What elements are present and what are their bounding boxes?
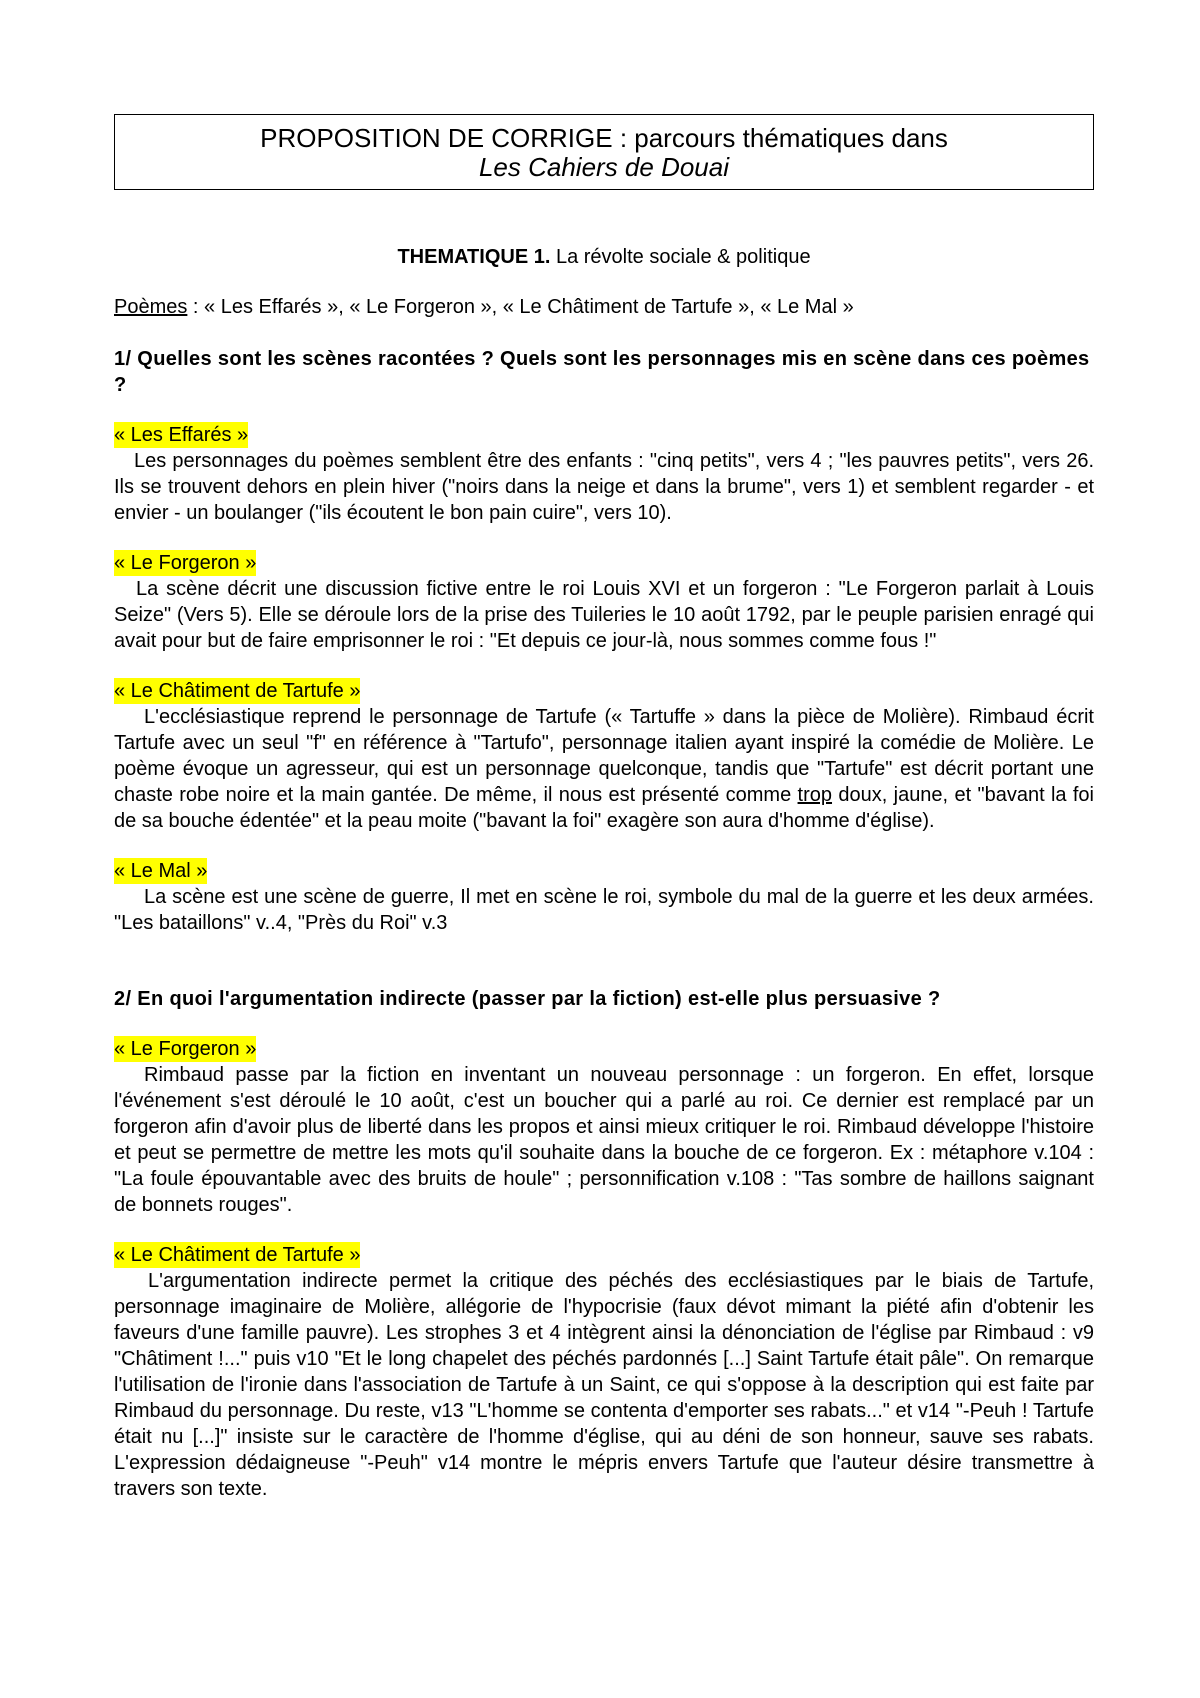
section-q2-forgeron <box>114 1012 1094 1218</box>
poemes-text: : « Les Effarés », « Le Forgeron », « Le Châtiment de Tartufe », « Le Mal » <box>187 296 854 318</box>
section-q1-mal <box>114 834 1094 936</box>
section-q1-forgeron <box>114 526 1094 654</box>
document-page <box>114 114 1094 1502</box>
title-line-2: Les Cahiers de Douai <box>478 152 730 182</box>
title-box <box>114 114 1094 190</box>
paragraph: L'argumentation indirecte permet la critique des péchés des ecclésiastiques par le biais de Tartufe, personnage imaginaire de Molière, allégorie de l'hypocrisie (faux dévot mimant la piété afin d'obtenir les faveurs d'une famille pauvre). Les strophes 3 et 4 intègrent ainsi la dénonciation de l'église par Rimbaud : v9 "Châtiment !..." puis v10 "Et le long chapelet des péchés pardonnés [...] Saint Tartufe était pâle". On remarque l'utilisation de l'ironie dans l'association de Tartufe à un Saint, ce qui s'oppose à la description qui est faite par Rimbaud du personnage. Du reste, v13 "L'homme se contenta d'emporter ses rabats..." et v14 "-Peuh ! Tartufe était nu [...]" insiste sur le caractère de l'homme d'église, qui au déni de son honneur, sauve ses rabats. L'expression dédaigneuse "-Peuh" v14 montre le mépris envers Tartufe que l'auteur désire transmettre à travers son texte. <box>114 1270 1094 1500</box>
section-label: « Le Mal » <box>114 860 208 882</box>
thematique-heading <box>114 244 1094 270</box>
thematique-text: La révolte sociale & politique <box>550 246 811 268</box>
section-label: « Le Châtiment de Tartufe » <box>114 680 361 702</box>
question-1: 1/ Quelles sont les scènes racontées ? Quels sont les personnages mis en scène dans ces poèmes ? <box>114 348 1090 396</box>
underlined-word: trop <box>797 784 833 806</box>
paragraph <box>114 704 1094 834</box>
paragraph: La scène décrit une discussion fictive entre le roi Louis XVI et un forgeron : "Le Forgeron parlait à Louis Seize" (Vers 5). Elle se déroule lors de la prise des Tuileries le 10 août 1792, par le peuple parisien enragé qui avait pour but de faire emprisonner le roi : "Et depuis ce jour-là, nous sommes comme fous !" <box>114 578 1094 652</box>
poemes-label: Poèmes <box>114 296 188 318</box>
question-2: 2/ En quoi l'argumentation indirecte (passer par la fiction) est-elle plus persuasive ? <box>114 988 941 1010</box>
poemes-list <box>114 294 1094 320</box>
paragraph: La scène est une scène de guerre, Il met en scène le roi, symbole du mal de la guerre et les deux armées. "Les bataillons" v..4, "Près du Roi" v.3 <box>114 886 1094 934</box>
title-line-1: PROPOSITION DE CORRIGE : parcours thématiques dans <box>260 123 948 153</box>
paragraph: Les personnages du poèmes semblent être des enfants : "cinq petits", vers 4 ; "les pauvres petits", vers 26. Ils se trouvent dehors en plein hiver ("noirs dans la neige et dans la brume", vers 1) et semblent regarder - et envier - un boulanger ("ils écoutent le bon pain cuire", vers 10). <box>114 450 1094 524</box>
section-label: « Les Effarés » <box>114 424 249 446</box>
section-label: « Le Châtiment de Tartufe » <box>114 1244 361 1266</box>
section-q1-effares <box>114 398 1094 526</box>
section-label: « Le Forgeron » <box>114 552 257 574</box>
section-q1-chatiment <box>114 654 1094 834</box>
section-label: « Le Forgeron » <box>114 1038 257 1060</box>
paragraph-text: doux, jaune, et "bavant la foi de sa bouche édentée" et la peau moite ("bavant la foi" exagère son aura d'homme d'église). <box>114 784 1094 832</box>
paragraph: Rimbaud passe par la fiction en inventant un nouveau personnage : un forgeron. En effet, lorsque l'événement s'est déroulé le 10 août, c'est un boucher qui a parlé au roi. Ce dernier est remplacé par un forgeron afin d'avoir plus de liberté dans les propos et ainsi mieux critiquer le roi. Rimbaud développe l'histoire et peut se permettre de mettre les mots qu'il souhaite dans la bouche de ce forgeron. Ex : métaphore v.104 : "La foule épouvantable avec des bruits de houle" ; personnification v.108 : "Tas sombre de haillons saignant de bonnets rouges". <box>114 1064 1094 1216</box>
section-q2-chatiment <box>114 1218 1094 1502</box>
paragraph-text: L'ecclésiastique reprend le personnage de Tartufe (« Tartuffe » dans la pièce de Molière). Rimbaud écrit Tartufe avec un seul "f" en référence à "Tartufo", personnage italien ayant inspiré la comédie de Molière. Le poème évoque un agresseur, qui est un personnage quelconque, tandis que "Tartufe" est décrit portant une chaste robe noire et la main gantée. De même, il nous est présenté comme <box>114 706 1094 806</box>
thematique-label: THEMATIQUE 1. <box>397 246 551 268</box>
